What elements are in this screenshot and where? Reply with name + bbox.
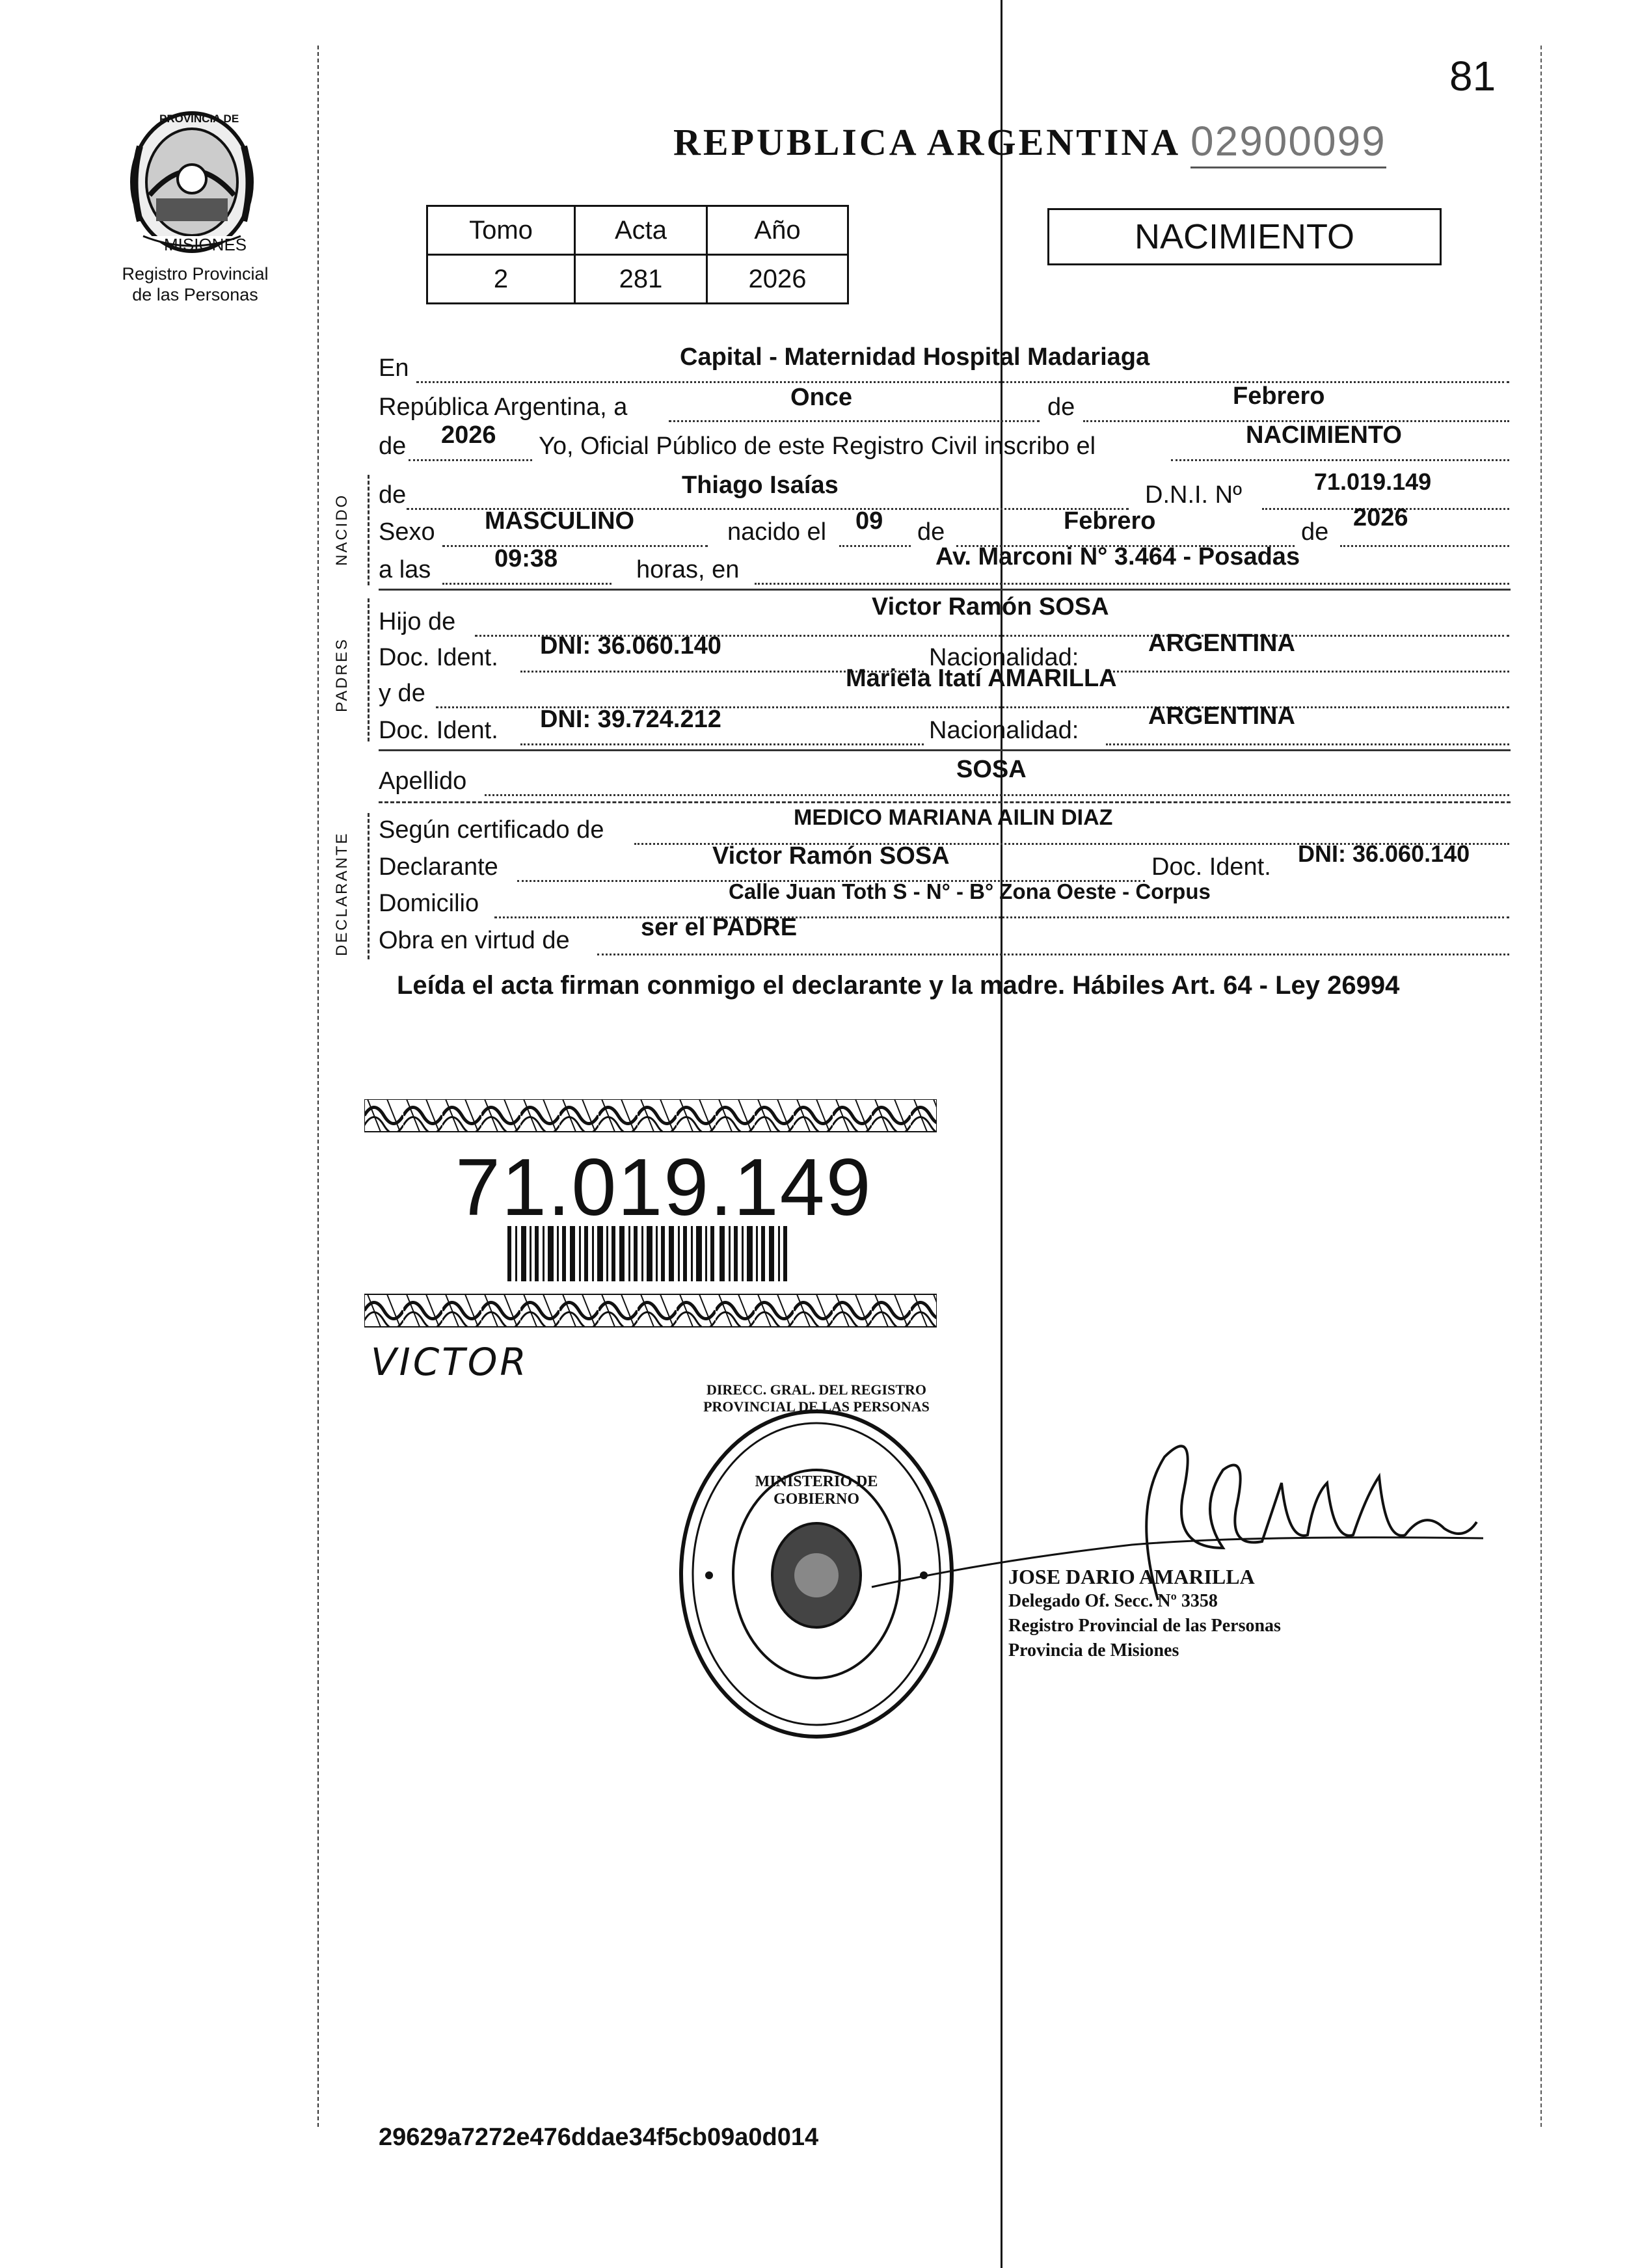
value-anio: 2026: [707, 255, 848, 304]
label-de-mes-nac: de: [917, 518, 945, 546]
logo-caption-line2: de las Personas: [132, 285, 258, 304]
official-name: JOSE DARIO AMARILLA: [1008, 1565, 1255, 1588]
dots-dia-nac: [839, 545, 911, 547]
declarante-doc: DNI: 36.060.140: [1298, 840, 1470, 867]
apellido-value: SOSA: [956, 756, 1027, 783]
padre-nombre: Victor Ramón SOSA: [872, 593, 1109, 620]
declarante-obra: ser el PADRE: [641, 914, 798, 941]
label-a-las: a las: [379, 556, 431, 583]
label-de-anio-nac: de: [1301, 518, 1329, 546]
fecha-dia: Once: [790, 384, 853, 411]
label-en: En: [379, 354, 409, 382]
dots-obra: [597, 954, 1509, 955]
label-nac-padre: Nacionalidad:: [929, 644, 1079, 671]
section-padres: PADRES: [333, 637, 351, 712]
province-seal-logo: [124, 107, 260, 257]
official-registro: Registro Provincial de las Personas: [1008, 1616, 1281, 1636]
acta-table: [426, 205, 849, 304]
nacido-dni: 71.019.149: [1314, 468, 1432, 495]
label-doc-declarante: Doc. Ident.: [1151, 853, 1271, 881]
nacido-nombre: Thiago Isaías: [682, 472, 839, 499]
official-provincia: Provincia de Misiones: [1008, 1640, 1179, 1661]
label-hijo-de: Hijo de: [379, 608, 456, 635]
logo-caption: [104, 263, 286, 305]
document-hash: 29629a7272e476ddae34f5cb09a0d014: [379, 2124, 819, 2151]
seal-bottom-text: MISIONES: [164, 235, 247, 254]
document-title: REPUBLICA ARGENTINA: [673, 121, 1181, 163]
nacido-mes: Febrero: [1064, 507, 1156, 535]
padre-nac: ARGENTINA: [1148, 630, 1295, 657]
right-margin-line: [1540, 46, 1542, 2127]
record-type-box: NACIMIENTO: [1047, 208, 1442, 265]
label-inscribo: Yo, Oficial Público de este Registro Civil inscribo el: [539, 433, 1096, 460]
padre-doc: DNI: 36.060.140: [540, 632, 721, 660]
nacido-anio: 2026: [1353, 504, 1408, 531]
declarante-nombre: Victor Ramón SOSA: [712, 842, 950, 870]
label-doc-padre: Doc. Ident.: [379, 644, 498, 671]
dots-en: [416, 381, 1509, 383]
header-anio: Año: [707, 206, 848, 255]
left-margin-line: [317, 46, 319, 2127]
declarante-domicilio: Calle Juan Toth S - N° - B° Zona Oeste - Corpus: [729, 879, 1211, 903]
separator-padres: [379, 749, 1511, 751]
value-tomo: 2: [427, 255, 575, 304]
madre-doc: DNI: 39.724.212: [540, 706, 721, 733]
bracket-padres: [368, 598, 370, 741]
label-certificado: Según certificado de: [379, 816, 604, 844]
leida-text: Leída el acta firman conmigo el declarante y la madre. Hábiles Art. 64 - Ley 26994: [397, 971, 1400, 1000]
dni-big-number: 71.019.149: [455, 1143, 872, 1233]
logo-caption-line1: Registro Provincial: [122, 264, 269, 284]
dots-dia: [669, 420, 1040, 422]
label-de-anio: de: [379, 433, 407, 460]
label-nacido-el: nacido el: [727, 518, 827, 546]
separator-apellido: [379, 801, 1511, 803]
label-horas-en: horas, en: [636, 556, 740, 583]
stamp-ring-text: DIRECC. GRAL. DEL REGISTRO PROVINCIAL DE LAS PERSONAS: [703, 1381, 930, 1415]
barcode: [507, 1226, 787, 1281]
declarante-signature: VICTOR: [371, 1340, 529, 1384]
dots-apellido: [485, 794, 1509, 796]
label-de-mes: de: [1047, 394, 1075, 421]
certificado-value: MEDICO MARIANA AILIN DIAZ: [794, 805, 1113, 830]
dots-doc-madre: [520, 743, 924, 745]
label-apellido: Apellido: [379, 767, 467, 795]
dots-anio: [409, 459, 532, 461]
madre-nac: ARGENTINA: [1148, 702, 1295, 730]
dots-inscribo: [1171, 459, 1509, 461]
label-republica: República Argentina, a: [379, 394, 628, 421]
dots-nac-padre: [1106, 671, 1509, 673]
fecha-mes: Febrero: [1233, 382, 1325, 410]
section-declarante: DECLARANTE: [333, 831, 351, 956]
official-cargo: Delegado Of. Secc. Nº 3358: [1008, 1591, 1218, 1611]
bracket-declarante: [368, 813, 370, 959]
label-nac-madre: Nacionalidad:: [929, 717, 1079, 744]
serial-number: 02900099: [1190, 117, 1386, 168]
section-nacido: NACIDO: [333, 493, 351, 566]
fecha-inscribo: NACIMIENTO: [1246, 421, 1402, 449]
value-acta: 281: [575, 255, 707, 304]
stamp-inner-text: MINISTERIO DE GOBIERNO: [755, 1473, 878, 1508]
bracket-nacido: [368, 475, 370, 585]
dots-lugar-nac: [755, 583, 1509, 585]
dots-hora: [442, 583, 612, 585]
separator-nacido: [379, 589, 1511, 591]
label-sexo: Sexo: [379, 518, 435, 546]
nacido-sexo: MASCULINO: [485, 507, 635, 535]
dots-anio-nac: [1340, 545, 1509, 547]
madre-nombre: Mariela Itatí AMARILLA: [846, 665, 1117, 692]
nacido-lugar: Av. Marconi N° 3.464 - Posadas: [935, 543, 1300, 570]
nacido-dia: 09: [855, 507, 883, 535]
label-y-de: y de: [379, 680, 425, 707]
header-tomo: Tomo: [427, 206, 575, 255]
dots-sexo: [442, 545, 708, 547]
acta-table-value-row: [427, 255, 848, 304]
acta-table-header-row: [427, 206, 848, 255]
seal-top-text: PROVINCIA DE: [159, 113, 239, 125]
fold-line: [1001, 0, 1002, 2268]
dots-nac-madre: [1106, 743, 1509, 745]
page-number: 81: [1449, 53, 1496, 100]
header-acta: Acta: [575, 206, 707, 255]
label-doc-madre: Doc. Ident.: [379, 717, 498, 744]
label-de-nombre: de: [379, 481, 407, 509]
fecha-anio: 2026: [441, 421, 496, 449]
nacido-hora: 09:38: [494, 545, 558, 572]
label-domicilio: Domicilio: [379, 890, 479, 917]
official-name-stamp: [1008, 1564, 1281, 1663]
label-dni: D.N.I. Nº: [1145, 481, 1242, 509]
lugar-value: Capital - Maternidad Hospital Madariaga: [680, 343, 1150, 371]
label-declarante: Declarante: [379, 853, 498, 881]
label-obra: Obra en virtud de: [379, 927, 570, 954]
